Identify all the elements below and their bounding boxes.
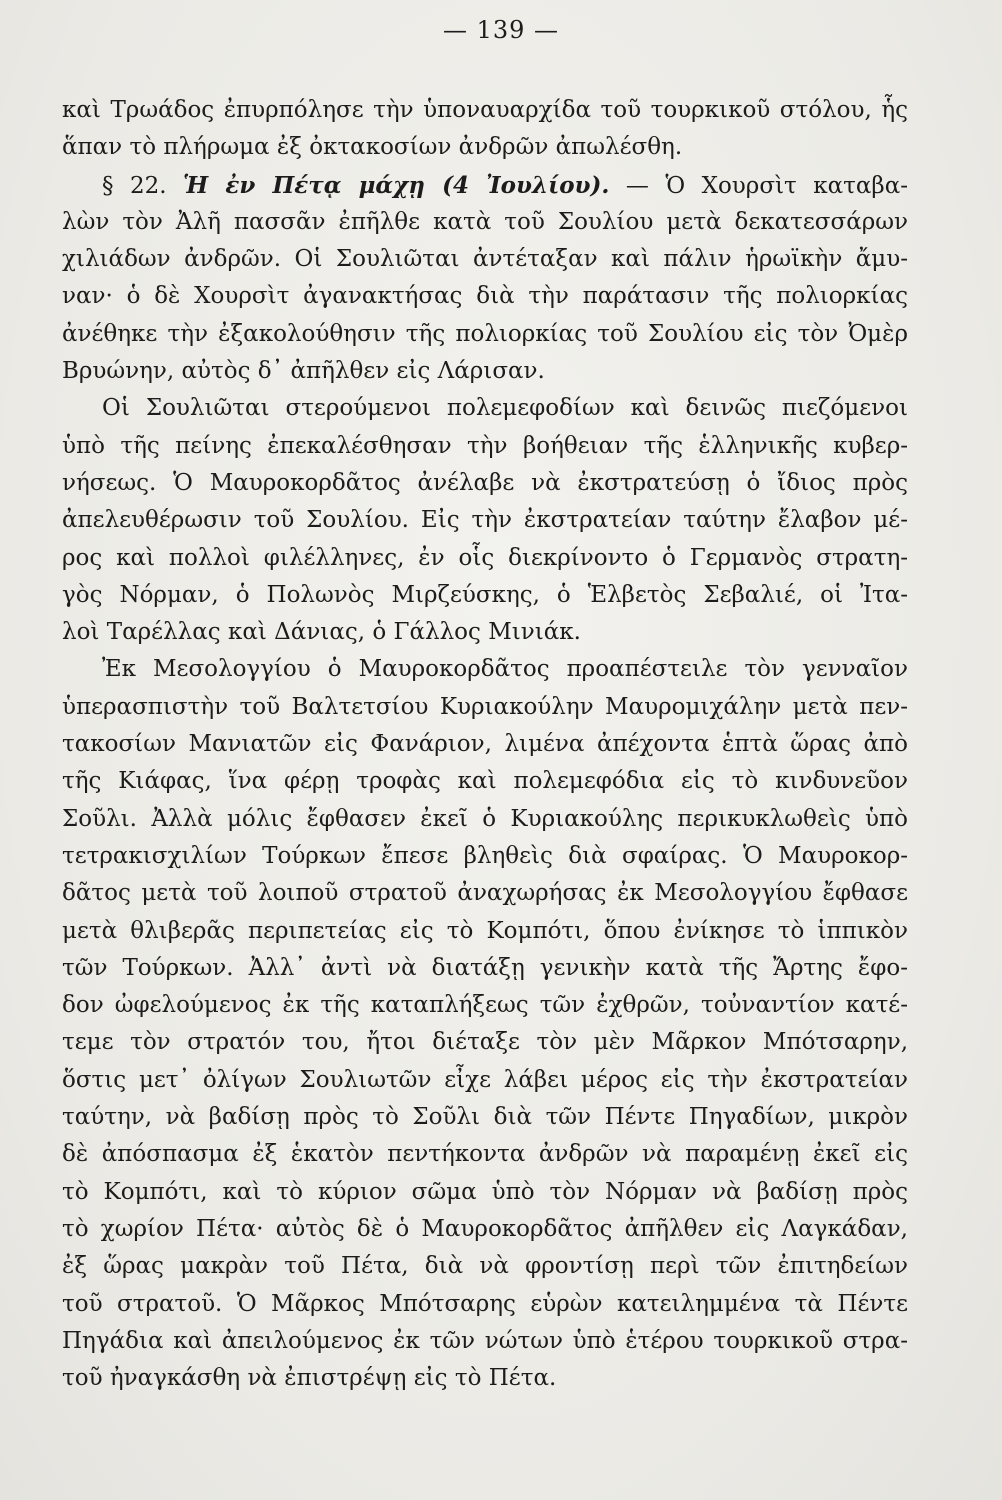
text-line (62, 1062, 908, 1099)
text-line (62, 726, 908, 763)
line-text: τετρακισχιλίων Τούρκων ἔπεσε βληθεὶς διὰ σφαίρας. Ὁ Μαυροκορ- (62, 842, 908, 869)
text-line (62, 1211, 908, 1248)
text-line (62, 1136, 908, 1173)
text-line (62, 1323, 908, 1360)
text-body (62, 92, 908, 1397)
text-line (62, 428, 908, 465)
line-text: ἐξ ὥρας μακρὰν τοῦ Πέτα, διὰ νὰ φροντίσῃ περὶ τῶν ἐπιτηδείων (62, 1253, 908, 1280)
line-text: τοῦ ἠναγκάσθη νὰ ἐπιστρέψῃ εἰς τὸ Πέτα. (62, 1365, 557, 1392)
line-text: δον ὠφελούμενος ἐκ τῆς καταπλήξεως τῶν ἐχθρῶν, τοὐναντίον κατέ- (62, 992, 908, 1019)
text-line (62, 241, 908, 278)
line-text: νήσεως. Ὁ Μαυροκορδᾶτος ἀνέλαβε νὰ ἐκστρατεύσῃ ὁ ἴδιος πρὸς (62, 469, 908, 496)
text-line (62, 502, 908, 539)
text-line (62, 950, 908, 987)
text-line (62, 204, 908, 241)
line-text: τακοσίων Μανιατῶν εἰς Φανάριον, λιμένα ἀπέχοντα ἑπτὰ ὥρας ἀπὸ (62, 731, 908, 758)
text-line (62, 1099, 908, 1136)
line-text: Οἱ Σουλιῶται στερούμενοι πολεμεφοδίων καὶ δεινῶς πιεζόμενοι (102, 395, 908, 422)
line-text: Σοῦλι. Ἀλλὰ μόλις ἔφθασεν ἐκεῖ ὁ Κυριακούλης περικυκλωθεὶς ὑπὸ (62, 805, 908, 832)
text-line (62, 987, 908, 1024)
text-line (62, 689, 908, 726)
text-line (62, 875, 908, 912)
line-text: Ἐκ Μεσολογγίου ὁ Μαυροκορδᾶτος προαπέστειλε τὸν γενναῖον (102, 656, 908, 683)
line-text: δὲ ἀπόσπασμα ἐξ ἑκατὸν πεντήκοντα ἀνδρῶν νὰ παραμένῃ ἐκεῖ εἰς (62, 1141, 908, 1168)
line-text: μετὰ θλιβερᾶς περιπετείας εἰς τὸ Κομπότι, ὅπου ἐνίκησε τὸ ἱππικὸν (62, 917, 908, 944)
text-line (62, 763, 908, 800)
line-text: ἀπελευθέρωσιν τοῦ Σουλίου. Εἰς τὴν ἐκστρατείαν ταύτην ἔλαβον μέ- (62, 507, 908, 534)
text-line (62, 577, 908, 614)
line-text: ναν· ὁ δὲ Χουρσὶτ ἀγανακτήσας διὰ τὴν παράτασιν τῆς πολιορκίας (62, 283, 908, 310)
line-text: λὼν τὸν Ἀλῆ πασσᾶν ἐπῆλθε κατὰ τοῦ Σουλίου μετὰ δεκατεσσάρων (62, 208, 908, 235)
line-text: λοὶ Ταρέλλας καὶ Δάνιας, ὁ Γάλλος Μινιάκ. (62, 619, 581, 646)
text-line (62, 316, 908, 353)
text-line (62, 1024, 908, 1061)
text-line (62, 92, 908, 129)
line-text: τὸ χωρίον Πέτα· αὐτὸς δὲ ὁ Μαυροκορδᾶτος ἀπῆλθεν εἰς Λαγκάδαν, (62, 1215, 908, 1242)
line-text: χιλιάδων ἀνδρῶν. Οἱ Σουλιῶται ἀντέταξαν καὶ πάλιν ἡρωϊκὴν ἄμυ- (62, 246, 908, 273)
text-line (62, 614, 908, 651)
line-text: Πηγάδια καὶ ἀπειλούμενος ἐκ τῶν νώτων ὑπὸ ἑτέρου τουρκικοῦ στρα- (62, 1327, 908, 1354)
section-heading: Ἡ ἐν Πέτᾳ μάχῃ (4 Ἰουλίου). (183, 171, 610, 199)
line-text: ἅπαν τὸ πλήρωμα ἐξ ὀκτακοσίων ἀνδρῶν ἀπωλέσθη. (62, 134, 683, 161)
text-line (62, 167, 908, 204)
line-text: ρος καὶ πολλοὶ φιλέλληνες, ἐν οἷς διεκρίνοντο ὁ Γερμανὸς στρατη- (62, 544, 908, 571)
page-number: — 139 — (442, 16, 560, 44)
text-line (62, 1174, 908, 1211)
section-number: § 22. (102, 172, 184, 199)
text-line (62, 838, 908, 875)
text-line (62, 465, 908, 502)
text-line (62, 801, 908, 838)
line-text: τῆς Κιάφας, ἵνα φέρῃ τροφὰς καὶ πολεμεφόδια εἰς τὸ κινδυνεῦον (62, 768, 908, 795)
line-text: — Ὁ Χουρσὶτ καταβα- (609, 172, 908, 199)
text-line (62, 278, 908, 315)
text-line (62, 1248, 908, 1285)
text-line (62, 1360, 908, 1397)
text-line (62, 651, 908, 688)
line-text: Βρυώνην, αὐτὸς δ᾽ ἀπῆλθεν εἰς Λάρισαν. (62, 358, 545, 385)
line-text: τῶν Τούρκων. Ἀλλ᾽ ἀντὶ νὰ διατάξῃ γενικὴν κατὰ τῆς Ἄρτης ἔφο- (62, 954, 908, 981)
text-line (62, 353, 908, 390)
line-text: γὸς Νόρμαν, ὁ Πολωνὸς Μιρζεύσκης, ὁ Ἑλβετὸς Σεβαλιέ, οἱ Ἰτα- (62, 581, 908, 608)
line-text: καὶ Τρωάδος ἐπυρπόλησε τὴν ὑποναυαρχίδα τοῦ τουρκικοῦ στόλου, ἧς (62, 97, 908, 123)
line-text: ἀνέθηκε τὴν ἐξακολούθησιν τῆς πολιορκίας τοῦ Σουλίου εἰς τὸν Ὀμὲρ (62, 320, 908, 347)
line-text: δᾶτος μετὰ τοῦ λοιποῦ στρατοῦ ἀναχωρήσας ἐκ Μεσολογγίου ἔφθασε (62, 880, 908, 907)
line-text: ὅστις μετ᾽ ὀλίγων Σουλιωτῶν εἶχε λάβει μέρος εἰς τὴν ἐκστρατείαν (62, 1066, 908, 1093)
line-text: τὸ Κομπότι, καὶ τὸ κύριον σῶμα ὑπὸ τὸν Νόρμαν νὰ βαδίσῃ πρὸς (62, 1178, 908, 1205)
line-text: τεμε τὸν στρατόν του, ἤτοι διέταξε τὸν μὲν Μᾶρκον Μπότσαρην, (62, 1029, 908, 1056)
line-text: ὑπὸ τῆς πείνης ἐπεκαλέσθησαν τὴν βοήθειαν τῆς ἑλληνικῆς κυβερ- (62, 432, 908, 459)
line-text: τοῦ στρατοῦ. Ὁ Μᾶρκος Μπότσαρης εὑρὼν κατειλημμένα τὰ Πέντε (62, 1290, 908, 1317)
text-line (62, 1286, 908, 1323)
line-text: ταύτην, νὰ βαδίσῃ πρὸς τὸ Σοῦλι διὰ τῶν Πέντε Πηγαδίων, μικρὸν (62, 1104, 908, 1131)
text-line (62, 540, 908, 577)
line-text: ὑπερασπιστὴν τοῦ Βαλτετσίου Κυριακούλην Μαυρομιχάλην μετὰ πεν- (62, 693, 908, 720)
text-line (62, 913, 908, 950)
text-line (62, 129, 908, 166)
text-line (62, 390, 908, 427)
